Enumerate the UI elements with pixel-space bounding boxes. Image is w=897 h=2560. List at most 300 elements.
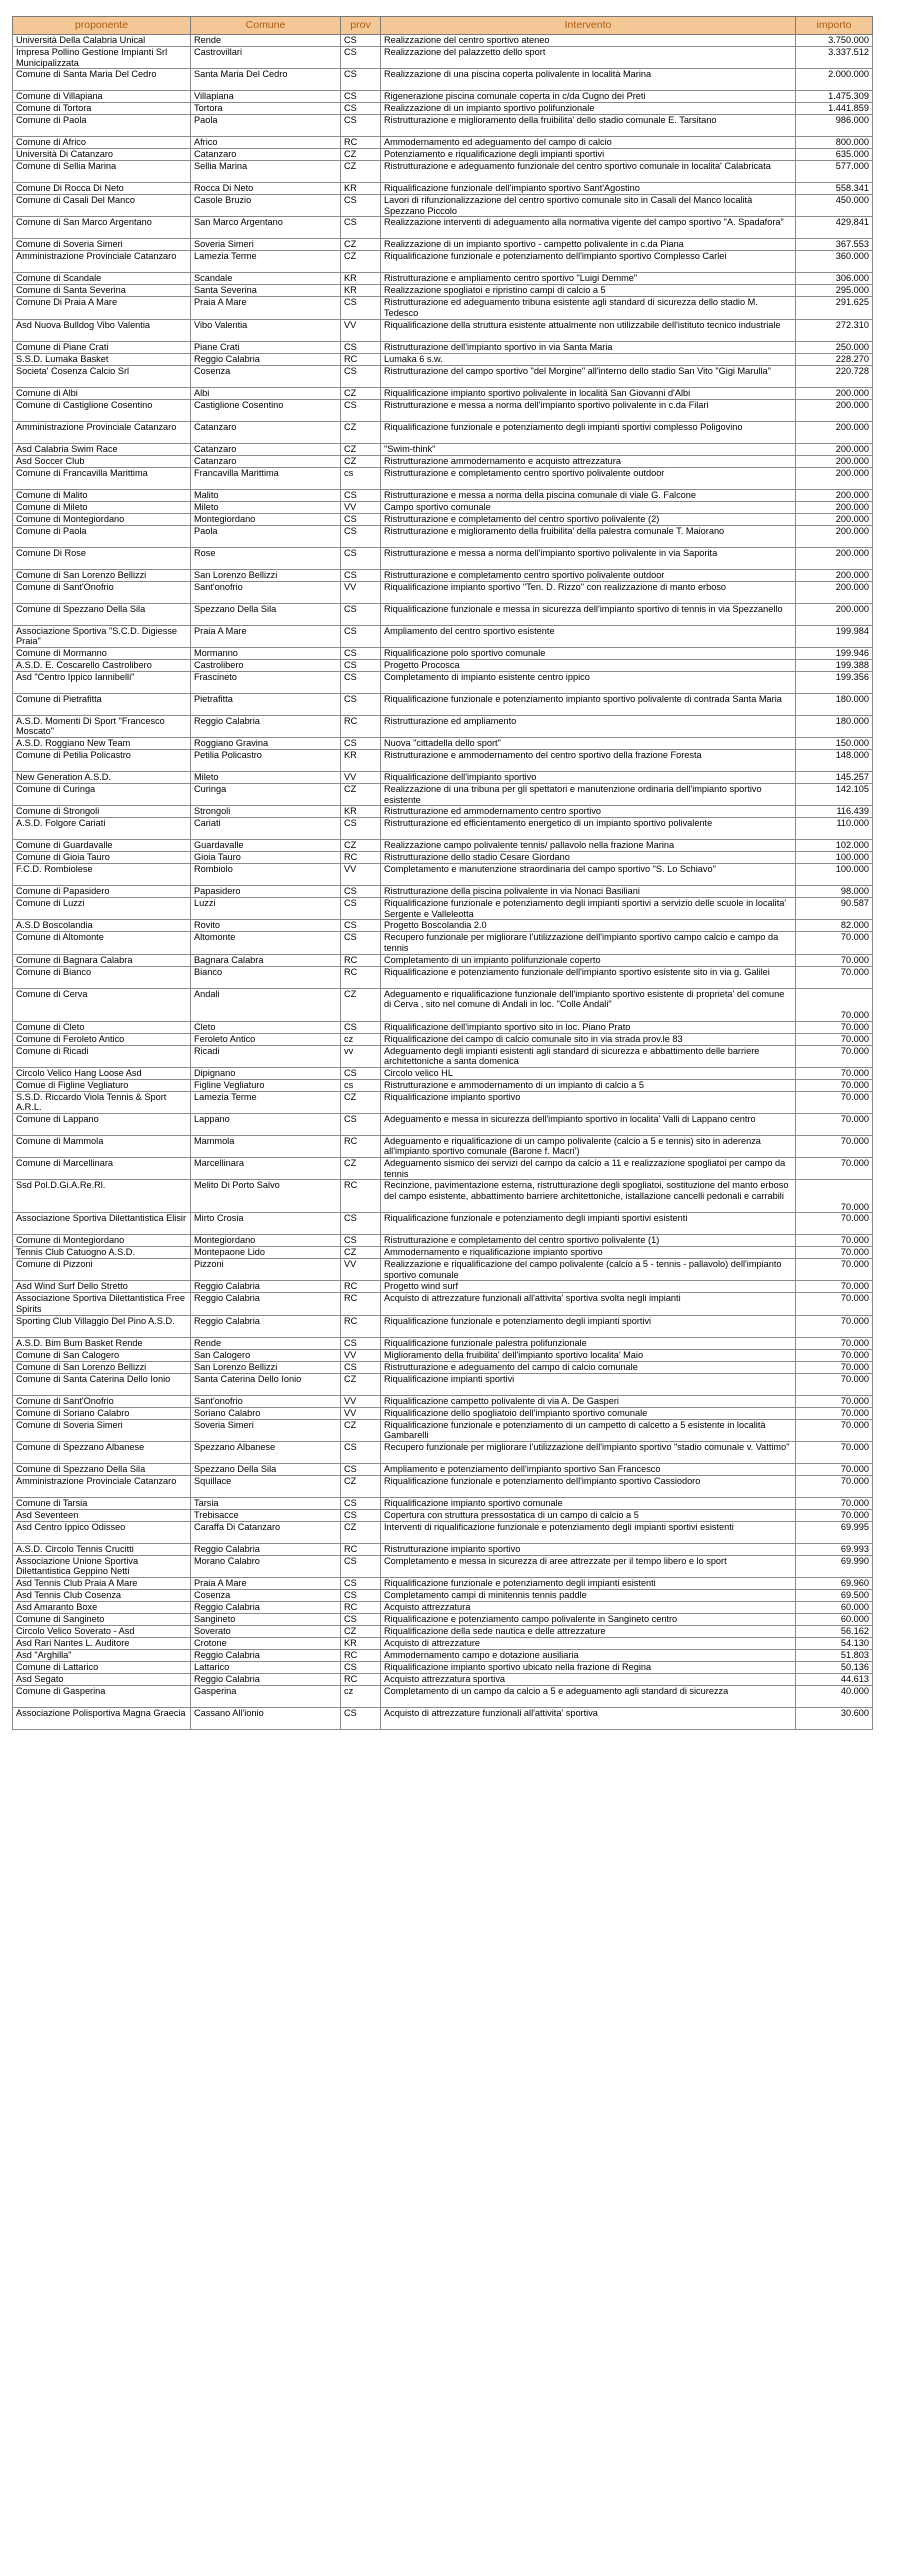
cell-comune: Sant'onofrio [191, 1395, 341, 1407]
cell-importo: 82.000 [796, 920, 873, 932]
table-row [13, 1602, 873, 1614]
cell-proponente: Comune di Gioia Tauro [13, 852, 191, 864]
cell-intervento: Realizzazione interventi di adeguamento alla normativa vigente del campo sportivo "A. Spadafora" [381, 217, 796, 239]
cell-comune: Sangineto [191, 1614, 341, 1626]
table-row [13, 1475, 873, 1497]
cell-prov: CS [341, 671, 381, 693]
cell-prov: CS [341, 659, 381, 671]
table-row [13, 1509, 873, 1521]
cell-proponente: Asd Seventeen [13, 1509, 191, 1521]
cell-importo: 70.000 [796, 1113, 873, 1135]
table-row [13, 103, 873, 115]
table-row [13, 1213, 873, 1235]
cell-proponente: Comune Di Rose [13, 547, 191, 569]
table-row [13, 1674, 873, 1686]
cell-prov: CS [341, 513, 381, 525]
cell-proponente: Asd Segato [13, 1674, 191, 1686]
cell-importo: 180.000 [796, 693, 873, 715]
cell-intervento: Riqualificazione della sede nautica e delle attrezzature [381, 1626, 796, 1638]
table-body [13, 35, 873, 1730]
cell-proponente: Comune di Spezzano Della Sila [13, 603, 191, 625]
cell-comune: Reggio Calabria [191, 715, 341, 737]
cell-comune: Tortora [191, 103, 341, 115]
cell-comune: Cosenza [191, 365, 341, 387]
cell-intervento: Realizzazione e riqualificazione del campo polivalente (calcio a 5 - tennis - pallavolo) dell'impianto sportivo comunale [381, 1259, 796, 1281]
cell-comune: Reggio Calabria [191, 1650, 341, 1662]
cell-importo: 199.356 [796, 671, 873, 693]
cell-proponente: Comune di San Calogero [13, 1349, 191, 1361]
cell-importo: 70.000 [796, 1509, 873, 1521]
table-row [13, 1337, 873, 1349]
cell-intervento: Riqualificazione funzionale palestra polifunzionale [381, 1337, 796, 1349]
table-row [13, 489, 873, 501]
cell-importo: 70.000 [796, 1373, 873, 1395]
cell-proponente: Comune di Tortora [13, 103, 191, 115]
cell-proponente: Comune di Curinga [13, 783, 191, 805]
table-row [13, 1650, 873, 1662]
cell-intervento: Acquisto di attrezzature [381, 1638, 796, 1650]
cell-prov: VV [341, 1407, 381, 1419]
table-row [13, 1349, 873, 1361]
cell-comune: Malito [191, 489, 341, 501]
cell-prov: KR [341, 183, 381, 195]
cell-importo: 200.000 [796, 443, 873, 455]
cell-intervento: Ristrutturazione ed efficientamento energetico di un impianto sportivo polivalente [381, 818, 796, 840]
cell-intervento: Realizzazione di una piscina coperta polivalente in località Marina [381, 69, 796, 91]
cell-proponente: Amministrazione Provinciale Catanzaro [13, 251, 191, 273]
cell-intervento: Ammodernamento e riqualificazione impianto sportivo [381, 1247, 796, 1259]
cell-comune: Ricadi [191, 1045, 341, 1067]
cell-comune: Lattarico [191, 1662, 341, 1674]
cell-prov: RC [341, 715, 381, 737]
table-row [13, 806, 873, 818]
table-row [13, 47, 873, 69]
cell-prov: VV [341, 1259, 381, 1281]
cell-intervento: Ristrutturazione e completamento del centro sportivo polivalente (1) [381, 1235, 796, 1247]
cell-comune: Praia A Mare [191, 1578, 341, 1590]
cell-importo: 69.960 [796, 1578, 873, 1590]
cell-proponente: Comune di Pietrafitta [13, 693, 191, 715]
cell-intervento: Lavori di rifunzionalizzazione del centro sportivo comunale sito in Casali del Manco località Spezzano Piccolo [381, 195, 796, 217]
table-row [13, 1045, 873, 1067]
cell-proponente: Comune di Cleto [13, 1021, 191, 1033]
cell-importo: 306.000 [796, 273, 873, 285]
cell-intervento: Realizzazione di un impianto sportivo - campetto polivalente in c.da Piana [381, 239, 796, 251]
cell-prov: CZ [341, 1521, 381, 1543]
cell-prov: RC [341, 1135, 381, 1157]
cell-comune: Crotone [191, 1638, 341, 1650]
cell-comune: Piane Crati [191, 341, 341, 353]
table-row [13, 183, 873, 195]
cell-intervento: Ristrutturazione della piscina polivalente in via Nonaci Basiliani [381, 886, 796, 898]
cell-importo: 70.000 [796, 966, 873, 988]
table-row [13, 1113, 873, 1135]
cell-intervento: Ristrutturazione e miglioramento della fruibilita' della palestra comunale T. Maiorano [381, 525, 796, 547]
cell-importo: 70.000 [796, 1021, 873, 1033]
cell-importo: 145.257 [796, 771, 873, 783]
cell-comune: Feroleto Antico [191, 1033, 341, 1045]
cell-proponente: Comune di Lattarico [13, 1662, 191, 1674]
cell-comune: Paola [191, 115, 341, 137]
cell-intervento: Riqualificazione funzionale e potenziamento di un campetto di calcetto a 5 esistente in località Gambarelli [381, 1419, 796, 1441]
cell-importo: 40.000 [796, 1686, 873, 1708]
cell-importo: 70.000 [796, 1395, 873, 1407]
cell-prov: KR [341, 285, 381, 297]
cell-intervento: Miglioramento della fruibilita' dell'impianto sportivo localita' Maio [381, 1349, 796, 1361]
cell-comune: Bagnara Calabra [191, 954, 341, 966]
cell-comune: Catanzaro [191, 421, 341, 443]
cell-prov: CS [341, 625, 381, 647]
cell-intervento: Riqualificazione impianto sportivo comunale [381, 1497, 796, 1509]
cell-comune: Castrolibero [191, 659, 341, 671]
cell-proponente: Associazione Polisportiva Magna Graecia [13, 1708, 191, 1730]
cell-prov: RC [341, 1315, 381, 1337]
cell-proponente: New Generation A.S.D. [13, 771, 191, 783]
cell-prov: RC [341, 353, 381, 365]
cell-prov: CZ [341, 1091, 381, 1113]
cell-importo: 3.750.000 [796, 35, 873, 47]
cell-prov: CS [341, 341, 381, 353]
cell-prov: CS [341, 1555, 381, 1577]
table-row [13, 1079, 873, 1091]
cell-intervento: Completamento e messa in sicurezza di aree attrezzate per il tempo libero e lo sport [381, 1555, 796, 1577]
cell-prov: CS [341, 603, 381, 625]
cell-intervento: Completamento e manutenzione straordinaria del campo sportivo "S. Lo Schiavo" [381, 864, 796, 886]
cell-intervento: Ampliamento e potenziamento dell'impianto sportivo San Francesco [381, 1463, 796, 1475]
cell-importo: 70.000 [796, 1091, 873, 1113]
cell-prov: RC [341, 1650, 381, 1662]
cell-importo: 295.000 [796, 285, 873, 297]
cell-comune: Santa Severina [191, 285, 341, 297]
cell-intervento: Riqualificazione funzionale e potenziamento degli impianti sportivi esistenti [381, 1213, 796, 1235]
cell-prov: CS [341, 297, 381, 319]
table-row [13, 1614, 873, 1626]
cell-proponente: Comune di Soveria Simeri [13, 239, 191, 251]
cell-comune: Lamezia Terme [191, 1091, 341, 1113]
table-row [13, 115, 873, 137]
table-row [13, 513, 873, 525]
cell-importo: 577.000 [796, 161, 873, 183]
cell-intervento: Acquisto attrezzatura [381, 1602, 796, 1614]
cell-importo: 200.000 [796, 501, 873, 513]
table-row [13, 443, 873, 455]
cell-intervento: Progetto wind surf [381, 1281, 796, 1293]
cell-importo: 70.000 [796, 1337, 873, 1349]
cell-prov: CZ [341, 1158, 381, 1180]
header-intervento[interactable]: Intervento [381, 17, 796, 35]
cell-proponente: Comune di Spezzano Della Sila [13, 1463, 191, 1475]
cell-prov: CS [341, 1497, 381, 1509]
cell-proponente: Comune di Tarsia [13, 1497, 191, 1509]
cell-prov: RC [341, 1543, 381, 1555]
cell-intervento: Recinzione, pavimentazione esterna, ristrutturazione degli spogliatoi, sostituzione del manto erboso del campo esistente, abbattimento barriere architettoniche, istallazione cancelli pedonali e carrabili [381, 1180, 796, 1213]
cell-importo: 70.000 [796, 954, 873, 966]
cell-intervento: Recupero funzionale per migliorare l'utilizzazione dell'impianto sportivo campo calcio e campo da tennis [381, 932, 796, 954]
cell-proponente: Asd Tennis Club Cosenza [13, 1590, 191, 1602]
cell-intervento: Acquisto di attrezzature funzionali all'attivita' sportiva svolta negli impianti [381, 1293, 796, 1315]
cell-proponente: Comune di Guardavalle [13, 840, 191, 852]
cell-importo: 148.000 [796, 749, 873, 771]
cell-importo: 44.613 [796, 1674, 873, 1686]
funding-table-sheet [12, 16, 872, 1730]
cell-comune: Pietrafitta [191, 693, 341, 715]
table-row [13, 603, 873, 625]
cell-prov: KR [341, 749, 381, 771]
cell-intervento: Riqualificazione campetto polivalente di via A. De Gasperi [381, 1395, 796, 1407]
cell-comune: Altomonte [191, 932, 341, 954]
cell-intervento: Campo sportivo comunale [381, 501, 796, 513]
header-comune[interactable]: Comune [191, 17, 341, 35]
cell-importo: 360.000 [796, 251, 873, 273]
cell-intervento: Riqualificazione e potenziamento campo polivalente in Sangineto centro [381, 1614, 796, 1626]
cell-proponente: Comune di Santa Maria Del Cedro [13, 69, 191, 91]
cell-proponente: S.S.D. Riccardo Viola Tennis & Sport A.R.L. [13, 1091, 191, 1113]
cell-importo: 50.136 [796, 1662, 873, 1674]
cell-proponente: Comune di Mileto [13, 501, 191, 513]
cell-importo: 110.000 [796, 818, 873, 840]
cell-prov: CS [341, 1662, 381, 1674]
cell-prov: KR [341, 1638, 381, 1650]
cell-proponente: Comune di Ricadi [13, 1045, 191, 1067]
cell-importo: 450.000 [796, 195, 873, 217]
cell-importo: 70.000 [796, 1281, 873, 1293]
cell-prov: cz [341, 1033, 381, 1045]
cell-prov: CS [341, 1708, 381, 1730]
cell-importo: 90.587 [796, 898, 873, 920]
cell-intervento: Ristrutturazione ammodernamento e acquisto attrezzatura [381, 455, 796, 467]
cell-comune: Sant'onofrio [191, 581, 341, 603]
table-row [13, 1395, 873, 1407]
table-row [13, 1662, 873, 1674]
cell-proponente: Comune di Francavilla Marittima [13, 467, 191, 489]
cell-comune: Andali [191, 988, 341, 1021]
cell-proponente: Asd "Centro Ippico Iannibelli" [13, 671, 191, 693]
cell-proponente: Associazione Sportiva "S.C.D. Digiesse Praia" [13, 625, 191, 647]
table-row [13, 69, 873, 91]
cell-proponente: Asd Soccer Club [13, 455, 191, 467]
cell-comune: Roggiano Gravina [191, 737, 341, 749]
table-row [13, 1021, 873, 1033]
cell-comune: Santa Maria Del Cedro [191, 69, 341, 91]
cell-intervento: Ristrutturazione e ammodernamento di un impianto di calcio a 5 [381, 1079, 796, 1091]
cell-intervento: Progetto Boscolandia 2.0 [381, 920, 796, 932]
table-row [13, 341, 873, 353]
cell-comune: Reggio Calabria [191, 353, 341, 365]
cell-importo: 1.475.309 [796, 91, 873, 103]
cell-proponente: Comune di Pizzoni [13, 1259, 191, 1281]
cell-intervento: Realizzazione di un impianto sportivo polifunzionale [381, 103, 796, 115]
cell-comune: Sellia Marina [191, 161, 341, 183]
cell-intervento: Adeguamento sismico dei servizi del campo da calcio a 11 e realizzazione spogliatoi per campo da tennis [381, 1158, 796, 1180]
cell-prov: VV [341, 581, 381, 603]
table-row [13, 920, 873, 932]
cell-intervento: Riqualificazione funzionale e potenziamento degli impianti esistenti [381, 1578, 796, 1590]
cell-comune: Reggio Calabria [191, 1293, 341, 1315]
cell-proponente: Asd Centro Ippico Odisseo [13, 1521, 191, 1543]
table-row [13, 137, 873, 149]
cell-comune: Mammola [191, 1135, 341, 1157]
cell-intervento: Acquisto attrezzatura sportiva [381, 1674, 796, 1686]
cell-comune: Trebisacce [191, 1509, 341, 1521]
cell-importo: 70.000 [796, 932, 873, 954]
cell-intervento: Ammodernamento campo e dotazione ausiliaria [381, 1650, 796, 1662]
cell-comune: Albi [191, 387, 341, 399]
cell-importo: 199.984 [796, 625, 873, 647]
cell-comune: Gioia Tauro [191, 852, 341, 864]
cell-comune: Villapiana [191, 91, 341, 103]
cell-comune: Reggio Calabria [191, 1602, 341, 1614]
cell-intervento: "Swim-think" [381, 443, 796, 455]
table-row [13, 783, 873, 805]
cell-proponente: A.S.D. Folgore Cariati [13, 818, 191, 840]
cell-prov: CS [341, 91, 381, 103]
cell-importo: 70.000 [796, 1158, 873, 1180]
cell-intervento: Riqualificazione funzionale e messa in sicurezza dell'impianto sportivo di tennis in via Spezzanello [381, 603, 796, 625]
cell-comune: Vibo Valentia [191, 319, 341, 341]
table-row [13, 1293, 873, 1315]
cell-prov: CS [341, 886, 381, 898]
cell-prov: CZ [341, 1475, 381, 1497]
cell-prov: CZ [341, 1419, 381, 1441]
cell-comune: Spezzano Della Sila [191, 603, 341, 625]
table-row [13, 195, 873, 217]
cell-importo: 800.000 [796, 137, 873, 149]
cell-proponente: Asd Rari Nantes L. Auditore [13, 1638, 191, 1650]
table-row [13, 569, 873, 581]
cell-intervento: Ristrutturazione dell'impianto sportivo in via Santa Maria [381, 341, 796, 353]
cell-importo: 200.000 [796, 399, 873, 421]
table-row [13, 399, 873, 421]
cell-comune: Dipignano [191, 1067, 341, 1079]
cell-prov: cz [341, 1686, 381, 1708]
cell-comune: Catanzaro [191, 443, 341, 455]
cell-importo: 116.439 [796, 806, 873, 818]
cell-proponente: Comune di Scandale [13, 273, 191, 285]
cell-intervento: Completamento di un impianto polifunzionale coperto [381, 954, 796, 966]
cell-importo: 272.310 [796, 319, 873, 341]
cell-importo: 70.000 [796, 1079, 873, 1091]
cell-intervento: Copertura con struttura pressostatica di un campo di calcio a 5 [381, 1509, 796, 1521]
cell-proponente: Comune di Villapiana [13, 91, 191, 103]
cell-prov: CS [341, 1590, 381, 1602]
cell-intervento: Riqualificazione impianto sportivo [381, 1091, 796, 1113]
cell-importo: 228.270 [796, 353, 873, 365]
cell-intervento: Ristrutturazione ed adeguamento tribuna esistente agli standard di sicurezza dello stadio M. Tedesco [381, 297, 796, 319]
table-row [13, 319, 873, 341]
cell-proponente: Asd Calabria Swim Race [13, 443, 191, 455]
cell-intervento: Ristrutturazione e miglioramento della fruibilita' dello stadio comunale E. Tarsitano [381, 115, 796, 137]
cell-comune: Catanzaro [191, 149, 341, 161]
header-prov[interactable]: prov [341, 17, 381, 35]
table-row [13, 239, 873, 251]
table-row [13, 671, 873, 693]
table-row [13, 966, 873, 988]
cell-comune: Praia A Mare [191, 297, 341, 319]
cell-prov: RC [341, 1602, 381, 1614]
cell-proponente: Comune di Soriano Calabro [13, 1407, 191, 1419]
cell-comune: Casole Bruzio [191, 195, 341, 217]
cell-comune: Mirto Crosia [191, 1213, 341, 1235]
cell-proponente: Comune di Paola [13, 525, 191, 547]
cell-intervento: Adeguamento degli impianti esistenti agli standard di sicurezza e abbattimento delle barriere architettoniche a santa domenica [381, 1045, 796, 1067]
table-row [13, 1259, 873, 1281]
table-row [13, 1590, 873, 1602]
cell-importo: 200.000 [796, 387, 873, 399]
cell-comune: Rovito [191, 920, 341, 932]
cell-prov: RC [341, 137, 381, 149]
cell-comune: Cosenza [191, 1590, 341, 1602]
cell-proponente: Amministrazione Provinciale Catanzaro [13, 1475, 191, 1497]
cell-intervento: Riqualificazione funzionale e potenziamento degli impianti sportivi [381, 1315, 796, 1337]
cell-importo: 70.000 [796, 988, 873, 1021]
cell-proponente: Comune di Casali Del Manco [13, 195, 191, 217]
cell-intervento: Riqualificazione polo sportivo comunale [381, 647, 796, 659]
cell-proponente: Comune di Castiglione Cosentino [13, 399, 191, 421]
cell-prov: KR [341, 273, 381, 285]
table-row [13, 898, 873, 920]
cell-importo: 60.000 [796, 1614, 873, 1626]
cell-proponente: Comune di Sellia Marina [13, 161, 191, 183]
cell-importo: 200.000 [796, 489, 873, 501]
table-row [13, 1578, 873, 1590]
cell-comune: Montepaone Lido [191, 1247, 341, 1259]
header-proponente[interactable]: proponente [13, 17, 191, 35]
cell-intervento: Completamento di un campo da calcio a 5 e adeguamento agli standard di sicurezza [381, 1686, 796, 1708]
cell-comune: Francavilla Marittima [191, 467, 341, 489]
table-row [13, 421, 873, 443]
cell-comune: Papasidero [191, 886, 341, 898]
cell-comune: Petilia Policastro [191, 749, 341, 771]
cell-intervento: Riqualificazione funzionale e potenziamento dell'impianto sportivo Cassiodoro [381, 1475, 796, 1497]
table-row [13, 1521, 873, 1543]
cell-comune: Reggio Calabria [191, 1281, 341, 1293]
cell-comune: Mileto [191, 501, 341, 513]
cell-prov: CZ [341, 387, 381, 399]
cell-importo: 69.990 [796, 1555, 873, 1577]
cell-intervento: Realizzazione del centro sportivo ateneo [381, 35, 796, 47]
table-row [13, 1555, 873, 1577]
cell-importo: 199.388 [796, 659, 873, 671]
cell-comune: Squillace [191, 1475, 341, 1497]
cell-intervento: Ristrutturazione impianto sportivo [381, 1543, 796, 1555]
cell-prov: CS [341, 525, 381, 547]
cell-comune: Reggio Calabria [191, 1315, 341, 1337]
cell-importo: 200.000 [796, 513, 873, 525]
header-importo[interactable]: importo [796, 17, 873, 35]
cell-prov: CS [341, 1509, 381, 1521]
cell-importo: 30.600 [796, 1708, 873, 1730]
cell-prov: CS [341, 547, 381, 569]
cell-prov: VV [341, 501, 381, 513]
cell-prov: CS [341, 1614, 381, 1626]
cell-comune: Morano Calabro [191, 1555, 341, 1577]
cell-comune: Montegiordano [191, 513, 341, 525]
cell-intervento: Ristrutturazione e completamento centro sportivo polivalente outdoor [381, 467, 796, 489]
cell-proponente: Comune di Sant'Onofrio [13, 581, 191, 603]
cell-proponente: Comune di Altomonte [13, 932, 191, 954]
cell-comune: Cariati [191, 818, 341, 840]
cell-importo: 3.337.512 [796, 47, 873, 69]
cell-importo: 635.000 [796, 149, 873, 161]
cell-prov: CS [341, 920, 381, 932]
cell-importo: 70.000 [796, 1463, 873, 1475]
cell-prov: CZ [341, 1626, 381, 1638]
cell-intervento: Ristrutturazione del campo sportivo "del Morgine" all'interno dello stadio San Vito "Gigi Marulla" [381, 365, 796, 387]
cell-proponente: Comune di Mormanno [13, 647, 191, 659]
cell-comune: San Lorenzo Bellizzi [191, 569, 341, 581]
cell-intervento: Ristrutturazione e messa a norma dell'impianto sportivo polivalente in via Saporita [381, 547, 796, 569]
table-row [13, 1158, 873, 1180]
